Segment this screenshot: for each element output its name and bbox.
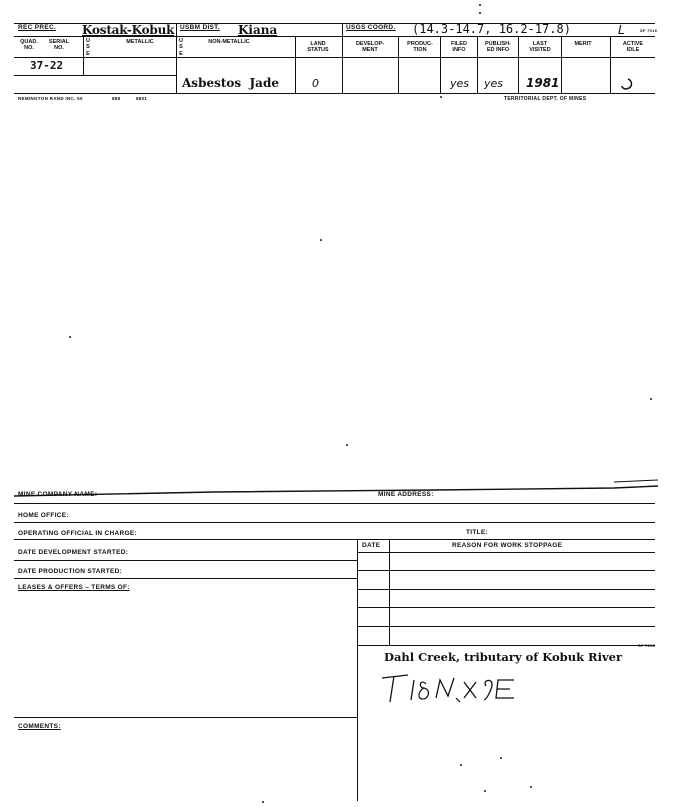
location-note: Dahl Creek, tributary of Kobuk River bbox=[384, 650, 623, 664]
rec-prec-label: REC PREC. bbox=[18, 24, 57, 31]
home-office-label: HOME OFFICE: bbox=[18, 512, 69, 519]
col-filed-info: FILED INFO bbox=[451, 41, 467, 54]
leases-label: LEASES & OFFERS – TERMS OF: bbox=[18, 584, 130, 591]
row-published-info: yes bbox=[484, 77, 504, 90]
township-text bbox=[0, 0, 1, 1]
col-use-nonmetallic: U S E bbox=[179, 38, 183, 57]
township-handwriting bbox=[378, 670, 538, 706]
mine-address-label: MINE ADDRESS: bbox=[378, 491, 434, 498]
col-production: PRODUC- TION bbox=[407, 41, 433, 54]
row-quad-serial: 37-22 bbox=[30, 59, 64, 72]
date-column-label: DATE bbox=[362, 542, 381, 549]
top-edge-rule bbox=[14, 478, 659, 500]
col-non-metallic: NON-METALLIC bbox=[208, 39, 250, 45]
title-label: TITLE: bbox=[466, 529, 489, 536]
col-merit: MERIT bbox=[574, 41, 592, 47]
check-mark-icon bbox=[618, 77, 638, 93]
col-serial-no: SERIAL NO. bbox=[48, 39, 70, 52]
col-active-idle: ACTIVE IDLE bbox=[622, 41, 644, 54]
col-land-status: LAND STATUS bbox=[307, 41, 329, 54]
row-non-metallic: Asbestos Jade bbox=[182, 76, 279, 90]
col-metallic: METALLIC bbox=[126, 39, 154, 45]
usgs-coord-label: USGS COORD. bbox=[346, 24, 396, 31]
row-land-status: 0 bbox=[312, 77, 319, 90]
comments-label: COMMENTS: bbox=[18, 723, 61, 730]
footer-code1: 888 bbox=[112, 96, 121, 101]
footer-code2: 8801 bbox=[136, 96, 148, 101]
operating-official-label: OPERATING OFFICIAL IN CHARGE: bbox=[18, 530, 137, 537]
mine-company-name-label: MINE COMPANY NAME: bbox=[18, 491, 98, 498]
row-last-visited: 1981 bbox=[526, 76, 560, 90]
usbm-dist-label: USBM DIST. bbox=[180, 24, 220, 31]
rec-prec-value: Kostak-Kobuk bbox=[82, 23, 175, 37]
row-filed-info: yes bbox=[450, 77, 470, 90]
reason-column-label: REASON FOR WORK STOPPAGE bbox=[452, 542, 563, 549]
footer-right: TERRITORIAL DEPT. OF MINES bbox=[504, 96, 587, 102]
sheet-mark: L bbox=[618, 23, 625, 37]
col-development: DEVELOP- MENT bbox=[355, 41, 385, 54]
col-published-info: PUBLISH- ED INFO bbox=[485, 41, 511, 54]
footer-left: REMINGTON RAND INC. 50 bbox=[18, 96, 83, 101]
form-number: SF 7016 bbox=[640, 28, 658, 33]
col-last-visited: LAST VISITED bbox=[529, 41, 551, 54]
usbm-dist-value: Kiana bbox=[238, 23, 278, 37]
form-number-small: SF 7015 bbox=[638, 643, 656, 648]
col-quad-no: QUAD. NO. bbox=[20, 39, 38, 52]
date-development-label: DATE DEVELOPMENT STARTED: bbox=[18, 549, 129, 556]
date-production-label: DATE PRODUCTION STARTED: bbox=[18, 568, 123, 575]
usgs-coord-value: (14.3-14.7, 16.2-17.8) bbox=[412, 22, 571, 36]
col-use-metallic: U S E bbox=[86, 38, 90, 57]
